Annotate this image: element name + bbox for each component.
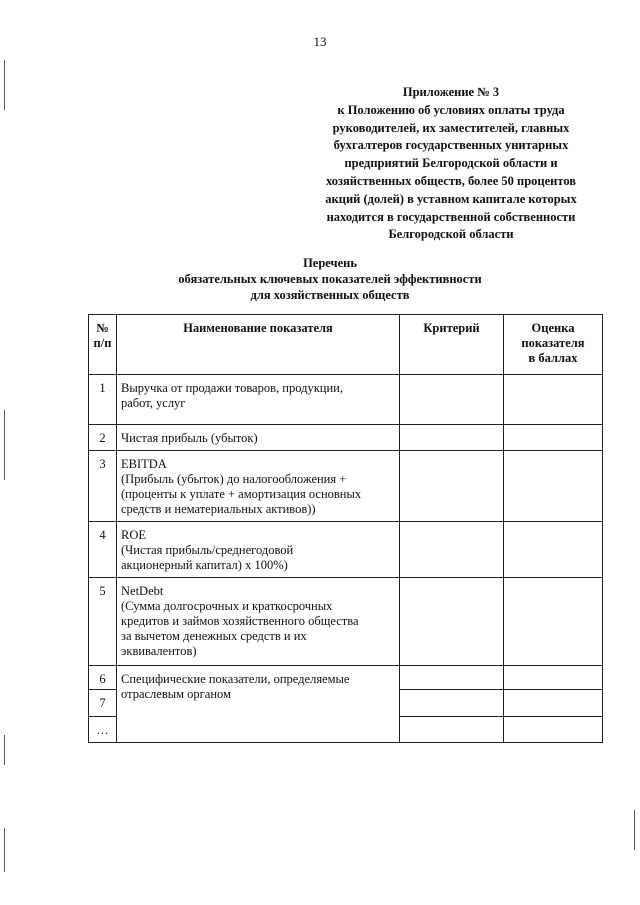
table-row: [89, 666, 603, 690]
appendix-line: Приложение № 3: [402, 85, 500, 99]
score-cell: [504, 375, 603, 425]
score-cell: [504, 522, 603, 578]
table-row: [89, 578, 603, 666]
score-cell: [504, 451, 603, 522]
page-number: 13: [313, 34, 327, 49]
appendix-line: бухгалтеров государственных унитарных: [333, 138, 569, 153]
row-number: 3: [89, 451, 117, 522]
row-number: 6: [89, 666, 117, 690]
scan-margin-line: [4, 735, 5, 765]
criterion-cell: [400, 666, 504, 690]
indicator-name: Выручка от продажи товаров, продукции, работ, услуг: [117, 375, 400, 425]
criterion-cell: [400, 451, 504, 522]
criterion-cell: [400, 425, 504, 451]
scan-margin-line: [4, 60, 5, 110]
indicator-name: Специфические показатели, определяемые отраслевым органом: [117, 666, 400, 743]
scan-margin-line: [4, 410, 5, 480]
indicator-name: ROE (Чистая прибыль/среднегодовой акционерный капитал) х 100%): [117, 522, 400, 578]
table-header-row: [89, 315, 603, 375]
title-line: обязательных ключевых показателей эффективности: [178, 272, 482, 286]
header-criterion: Критерий: [400, 315, 504, 375]
header-name: Наименование показателя: [117, 315, 400, 375]
appendix-line: находится в государственной собственности: [326, 209, 576, 224]
appendix-line: руководителей, их заместителей, главных: [332, 120, 570, 135]
criterion-cell: [400, 578, 504, 666]
row-number: 4: [89, 522, 117, 578]
title-line: Перечень: [303, 256, 357, 270]
row-number: 7: [89, 690, 117, 717]
row-number: 2: [89, 425, 117, 451]
document-title: [110, 255, 550, 303]
header-score: Оценка показателя в баллах: [504, 315, 603, 375]
appendix-line: акций (долей) в уставном капитале которых: [325, 191, 577, 206]
table-row: [89, 451, 603, 522]
table-row: [89, 522, 603, 578]
appendix-line: хозяйственных обществ, более 50 процентов: [325, 173, 577, 188]
indicator-name: EBITDA (Прибыль (убыток) до налогообложения + (проценты к уплате + амортизация основных средств и нематериальных активов)): [117, 451, 400, 522]
criterion-cell: [400, 717, 504, 743]
row-number: 1: [89, 375, 117, 425]
kpi-table: [88, 314, 603, 743]
scan-margin-line: [4, 828, 5, 872]
indicator-name: NetDebt (Сумма долгосрочных и краткосрочных кредитов и займов хозяйственного общества за вычетом денежных средств и их эквивалентов): [117, 578, 400, 666]
row-number: …: [89, 717, 117, 743]
score-cell: [504, 717, 603, 743]
appendix-line: предприятий Белгородской области и: [344, 156, 558, 171]
score-cell: [504, 690, 603, 717]
indicator-name: Чистая прибыль (убыток): [117, 425, 400, 451]
appendix-heading: [300, 84, 602, 244]
score-cell: [504, 666, 603, 690]
scan-margin-line: [634, 810, 635, 850]
row-number: 5: [89, 578, 117, 666]
header-num: № п/п: [89, 315, 117, 375]
score-cell: [504, 578, 603, 666]
table-row: [89, 425, 603, 451]
criterion-cell: [400, 690, 504, 717]
title-line: для хозяйственных обществ: [250, 288, 410, 302]
appendix-line: Белгородской области: [388, 227, 514, 242]
score-cell: [504, 425, 603, 451]
criterion-cell: [400, 375, 504, 425]
criterion-cell: [400, 522, 504, 578]
appendix-line: к Положению об условиях оплаты труда: [337, 102, 565, 117]
table-row: [89, 375, 603, 425]
